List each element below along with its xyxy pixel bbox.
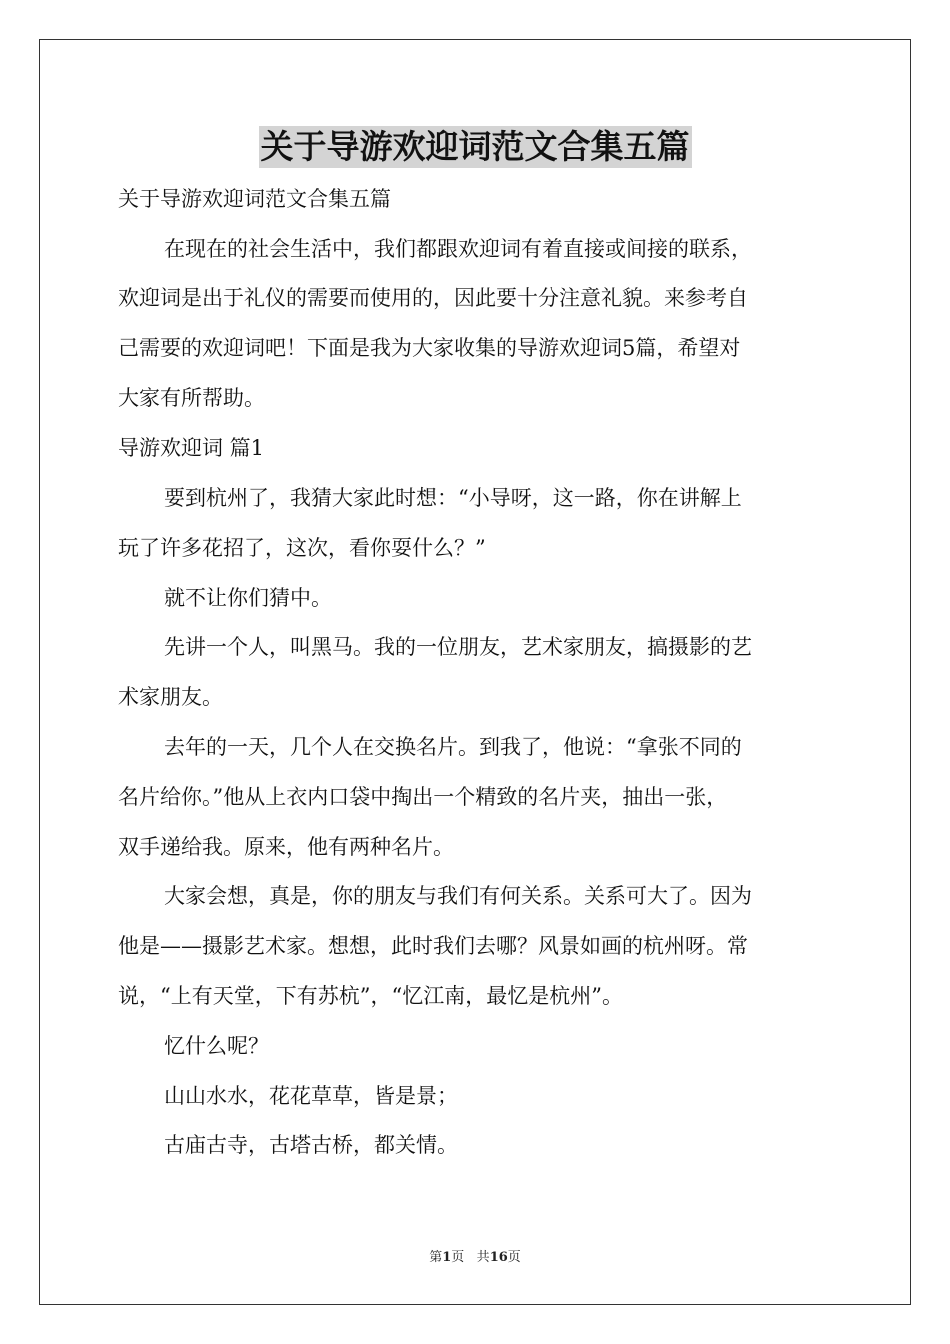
paragraph-line: 在现在的社会生活中，我们都跟欢迎词有着直接或间接的联系， [164,237,752,261]
paragraph-line: 名片给你。”他从上衣内口袋中掏出一个精致的名片夹，抽出一张， [118,785,728,809]
paragraph-line: 双手递给我。原来，他有两种名片。 [118,835,454,859]
paragraph-line: 大家有所帮助。 [118,386,265,410]
footer-page-number: 1 [442,1250,452,1265]
paragraph-line: 先讲一个人，叫黑马。我的一位朋友，艺术家朋友，搞摄影的艺 [164,635,752,659]
paragraph-line: 欢迎词是出于礼仪的需要而使用的，因此要十分注意礼貌。来参考自 [118,286,748,310]
paragraph-line: 山山水水，花花草草，皆是景； [164,1084,458,1108]
paragraph-line: 忆什么呢？ [164,1034,269,1058]
page-border [39,39,911,1305]
paragraph-line: 要到杭州了，我猜大家此时想：“小导呀，这一路，你在讲解上 [164,486,742,510]
document-title: 关于导游欢迎词范文合集五篇 [260,127,690,166]
title-container [0,126,950,168]
document-subtitle: 关于导游欢迎词范文合集五篇 [118,187,391,211]
paragraph-line: 他是——摄影艺术家。想想，此时我们去哪？风景如画的杭州呀。常 [118,934,748,958]
footer-page-suffix: 页 [451,1250,465,1265]
footer-total-prefix: 共 [476,1250,490,1265]
paragraph-line: 去年的一天，几个人在交换名片。到我了，他说：“拿张不同的 [164,735,742,759]
paragraph-line: 说，“上有天堂，下有苏杭”，“忆江南，最忆是杭州”。 [118,984,623,1008]
page-footer [0,1246,950,1265]
footer-total-pages: 16 [489,1250,508,1265]
paragraph-line: 术家朋友。 [118,685,223,709]
footer-page-prefix: 第 [429,1250,443,1265]
section-heading: 导游欢迎词 篇1 [118,436,265,460]
paragraph-line: 就不让你们猜中。 [164,586,332,610]
paragraph-line: 己需要的欢迎词吧！下面是我为大家收集的导游欢迎词5篇，希望对 [118,336,741,360]
footer-total-suffix: 页 [507,1250,521,1265]
paragraph-line: 玩了许多花招了，这次，看你耍什么？” [118,536,486,560]
paragraph-line: 大家会想，真是，你的朋友与我们有何关系。关系可大了。因为 [164,884,752,908]
paragraph-line: 古庙古寺，古塔古桥，都关情。 [164,1133,458,1157]
